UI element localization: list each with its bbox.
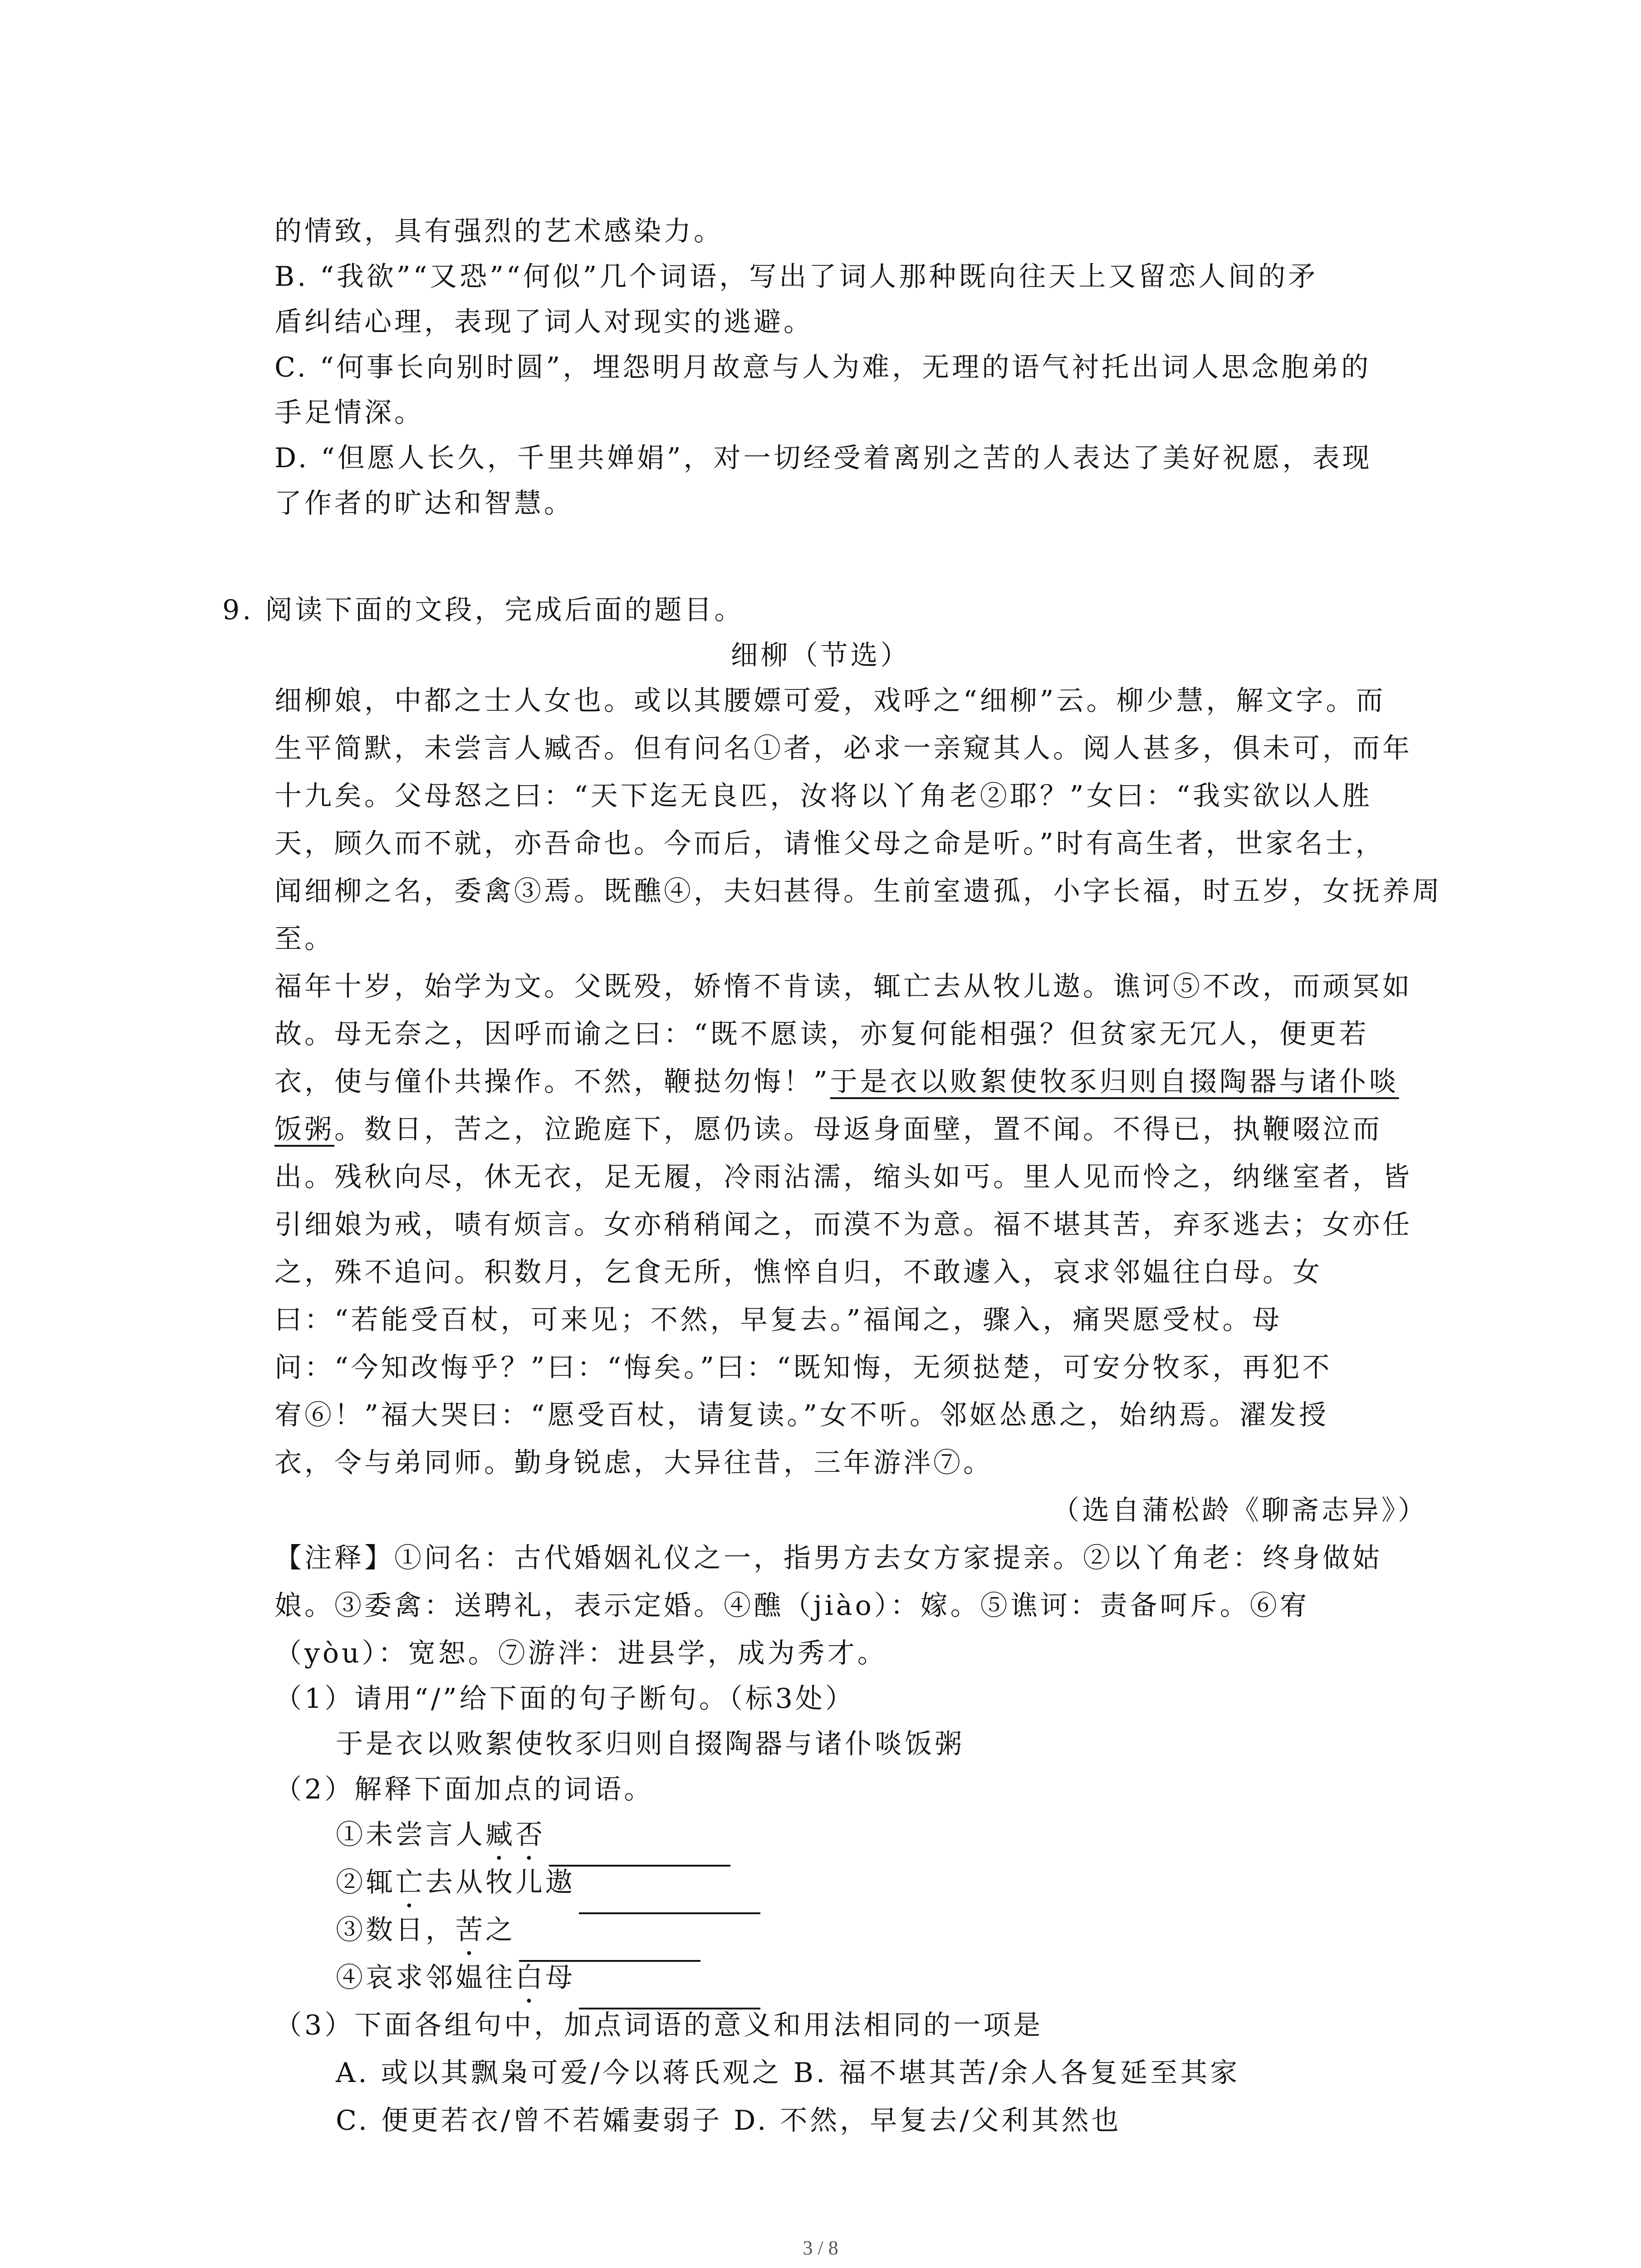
notes-line: 娘。③委禽：送聘礼，表示定婚。④醮（jiào）：嫁。⑤谯诃：责备呵斥。⑥宥 (274, 1590, 1310, 1622)
passage-line: 衣，令与弟同师。勤身锐虑，大异往昔，三年游泮⑦。 (274, 1447, 993, 1479)
item-text: 去从牧儿遨 (426, 1867, 575, 1898)
item-text: ③数日， (336, 1914, 456, 1946)
passage-line: 细柳娘，中都之士人女也。或以其腰嫖可爱，戏呼之“细柳”云。柳少慧，解文字。而 (274, 685, 1386, 717)
item-text: ②辄 (336, 1867, 396, 1898)
notes-line: （yòu）：宽恕。⑦游泮：进县学，成为秀才。 (274, 1637, 887, 1669)
passage-text: 。数日，苦之，泣跪庭下，愿仍读。母返身面壁，置不闻。不得已，执鞭啜泣而 (334, 1114, 1382, 1145)
answer-blank[interactable] (549, 1838, 730, 1867)
item-text: ①未尝言人 (336, 1819, 485, 1851)
item-text: ④哀求邻媪往 (336, 1962, 515, 1994)
subquestion-2-item (336, 1817, 730, 1867)
dotted-word: 白 (515, 1962, 545, 1994)
passage-line-with-underline (274, 1064, 1399, 1100)
answer-blank[interactable] (579, 1981, 760, 2009)
item-text: 母 (545, 1962, 575, 1994)
passage-line: 福年十岁，始学为文。父既殁，娇惰不肯读，辄亡去从牧儿遨。谯诃⑤不改，而顽冥如 (274, 971, 1412, 1002)
dotted-word: 苦 (456, 1914, 485, 1946)
passage-text: 衣，使与僮仆共操作。不然，鞭挞勿悔！” (274, 1066, 830, 1098)
subquestion-3-options-cd: C. 便更若衣/曾不若孀妻弱子 D. 不然，早复去/父利其然也 (336, 2105, 1122, 2136)
item-text: 之 (485, 1914, 515, 1946)
passage-line: 引细娘为戒，啧有烦言。女亦稍稍闻之，而漠不为意。福不堪其苦，弃豕逃去；女亦任 (274, 1209, 1412, 1241)
passage-line: 生平简默，未尝言人臧否。但有问名①者，必求一亲窥其人。阅人甚多，俱未可，而年 (274, 733, 1412, 764)
passage-line-with-underline (274, 1111, 1382, 1148)
option-c-line2: 手足情深。 (274, 397, 424, 429)
notes-line: 【注释】①问名：古代婚姻礼仪之一，指男方去女方家提亲。②以丫角老：终身做姑 (274, 1542, 1382, 1574)
subquestion-2-item (336, 1960, 760, 2009)
passage-source: （选自蒲松龄《聊斋志异》） (1052, 1495, 1428, 1526)
subquestion-1-sentence: 于是衣以败絮使牧豕归则自掇陶器与诸仆啖饭粥 (336, 1728, 965, 1760)
passage-line: 之，殊不追问。积数月，乞食无所，憔悴自归，不敢遽入，哀求邻媪往白母。女 (274, 1256, 1323, 1288)
passage-line: 天，顾久而不就，亦吾命也。今而后，请惟父母之命是听。”时有高生者，世家名士， (274, 828, 1386, 860)
page-number: 3 / 8 (803, 2237, 838, 2259)
subquestion-3: （3）下面各组句中，加点词语的意义和用法相同的一项是 (274, 2009, 1043, 2041)
passage-line: 宥⑥！”福大哭曰：“愿受百杖，请复读。”女不听。邻妪怂恿之，始纳焉。濯发授 (274, 1399, 1329, 1431)
passage-line: 十九矣。父母怒之曰：“天下迄无良匹，汝将以丫角老②耶？”女曰：“我实欲以人胜 (274, 780, 1373, 812)
passage-line: 故。母无奈之，因呼而谕之曰：“既不愿读，亦复何能相强？但贫家无冗人，便更若 (274, 1018, 1369, 1050)
option-b-line2: 盾纠结心理，表现了词人对现实的逃避。 (274, 306, 813, 338)
underlined-sentence-end: 饭粥 (274, 1114, 334, 1145)
subquestion-3-options-ab: A. 或以其飘枭可爱/今以蒋氏观之 B. 福不堪其苦/余人各复延至其家 (336, 2057, 1240, 2089)
option-a-continuation: 的情致，具有强烈的艺术感染力。 (274, 215, 724, 247)
subquestion-1: （1）请用“/”给下面的句子断句。（标3处） (274, 1683, 855, 1715)
passage-line: 至。 (274, 923, 334, 955)
passage-line: 出。残秋向尽，休无衣，足无履，冷雨沾濡，缩头如丐。里人见而怜之，纳继室者，皆 (274, 1161, 1412, 1193)
dotted-word: 臧否 (485, 1819, 545, 1851)
passage-title: 细柳（节选） (730, 640, 911, 671)
passage-line: 闻细柳之名，委禽③焉。既醮④，夫妇甚得。生前室遗孤，小字长福，时五岁，女抚养周 (274, 875, 1442, 907)
option-b-line1: B. “我欲”“又恐”“何似”几个词语，写出了词人那种既向往天上又留恋人间的矛 (274, 261, 1318, 293)
answer-blank[interactable] (519, 1934, 700, 1962)
question-9-prompt: 9. 阅读下面的文段，完成后面的题目。 (222, 594, 745, 626)
option-c-line1: C. “何事长向别时圆”，埋怨明月故意与人为难，无理的语气衬托出词人思念胞弟的 (274, 352, 1372, 383)
underlined-sentence: 于是衣以败絮使牧豕归则自掇陶器与诸仆啖 (830, 1066, 1399, 1098)
passage-line: 曰：“若能受百杖，可来见；不然，早复去。”福闻之，骤入，痛哭愿受杖。母 (274, 1304, 1283, 1336)
subquestion-2: （2）解释下面加点的词语。 (274, 1774, 654, 1805)
subquestion-2-item (336, 1912, 700, 1962)
dotted-word: 亡 (396, 1867, 426, 1898)
option-d-line2: 了作者的旷达和智慧。 (274, 488, 574, 519)
passage-line: 问：“今知改悔乎？”曰：“悔矣。”曰：“既知悔，无须挞楚，可安分牧豕，再犯不 (274, 1352, 1332, 1383)
option-d-line1: D. “但愿人长久，千里共婵娟”，对一切经受着离别之苦的人表达了美好祝愿，表现 (274, 442, 1372, 474)
answer-blank[interactable] (579, 1886, 760, 1914)
subquestion-2-item (336, 1864, 760, 1914)
